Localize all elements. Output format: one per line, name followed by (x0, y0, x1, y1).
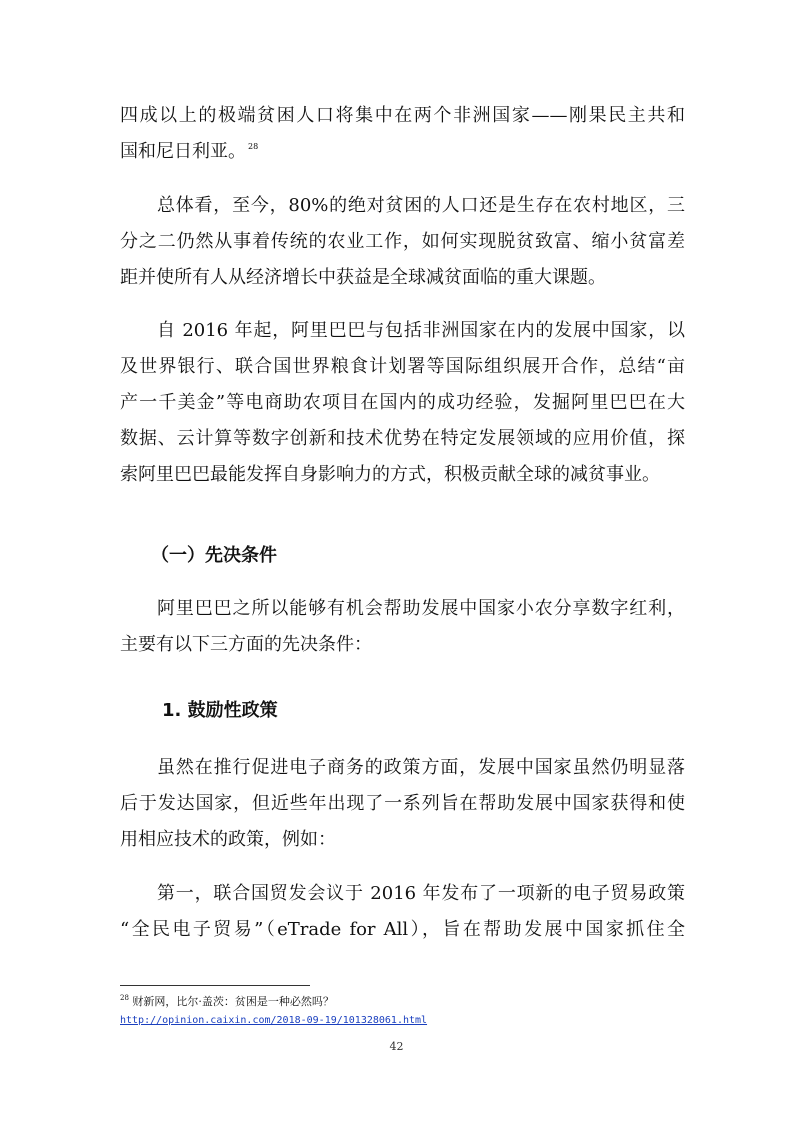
paragraph-line: 及世界银行、联合国世界粮食计划署等国际组织展开合作，总结“亩 (120, 356, 685, 377)
footnote-link-row (120, 1012, 427, 1029)
footnote-text: 财新网，比尔·盖茨：贫困是一种必然吗？ (128, 995, 334, 1008)
paragraph-line: 后于发达国家，但近些年出现了一系列旨在帮助发展中国家获得和使 (120, 793, 685, 814)
paragraph-line (120, 134, 685, 170)
footnote-reference: 28 (248, 142, 259, 151)
paragraph-line: 数据、云计算等数字创新和技术优势在特定发展领域的应用价值，探 (120, 428, 685, 449)
page-number: 42 (389, 1040, 404, 1053)
paragraph-5 (120, 750, 685, 858)
paragraph-line: 索阿里巴巴最能发挥自身影响力的方式，积极贡献全球的减贫事业。 (120, 464, 660, 485)
paragraph-line: 总体看，至今，80%的绝对贫困的人口还是生存在农村地区，三 (157, 195, 685, 216)
paragraph-line: 分之二仍然从事着传统的农业工作，如何实现脱贫致富、缩小贫富差 (120, 231, 685, 252)
footnote-divider (120, 985, 310, 986)
paragraph-line: “全民电子贸易”（eTrade for All），旨在帮助发展中国家抓住全 (120, 919, 685, 940)
paragraph-2 (120, 188, 685, 296)
footnote-number: 28 (120, 994, 129, 1002)
paragraph-line: 主要有以下三方面的先决条件： (120, 634, 372, 655)
footnote (120, 994, 334, 1010)
paragraph-4 (120, 591, 685, 663)
paragraph-line: 四成以上的极端贫困人口将集中在两个非洲国家——刚果民主共和 (120, 105, 685, 126)
paragraph-line: 用相应技术的政策，例如： (120, 829, 336, 850)
footnote-url-link[interactable]: http://opinion.caixin.com/2018-09-19/101328061.html (120, 1015, 428, 1026)
paragraph-6 (120, 876, 685, 948)
paragraph-line: 距并使所有人从经济增长中获益是全球减贫面临的重大课题。 (120, 267, 606, 288)
paragraph-line: 虽然在推行促进电子商务的政策方面，发展中国家虽然仍明显落 (157, 757, 685, 778)
subsection-heading: 1. 鼓励性政策 (162, 700, 278, 721)
paragraph-line: 自 2016 年起，阿里巴巴与包括非洲国家在内的发展中国家，以 (157, 320, 685, 341)
section-heading: （一）先决条件 (151, 545, 277, 566)
paragraph-line: 阿里巴巴之所以能够有机会帮助发展中国家小农分享数字红利， (157, 598, 685, 619)
paragraph-line-text: 国和尼日利亚。 (120, 141, 246, 162)
paragraph-1 (120, 98, 685, 170)
paragraph-line: 第一，联合国贸发会议于 2016 年发布了一项新的电子贸易政策 (157, 883, 685, 904)
paragraph-3 (120, 313, 685, 493)
paragraph-line: 产一千美金”等电商助农项目在国内的成功经验，发掘阿里巴巴在大 (120, 392, 685, 413)
